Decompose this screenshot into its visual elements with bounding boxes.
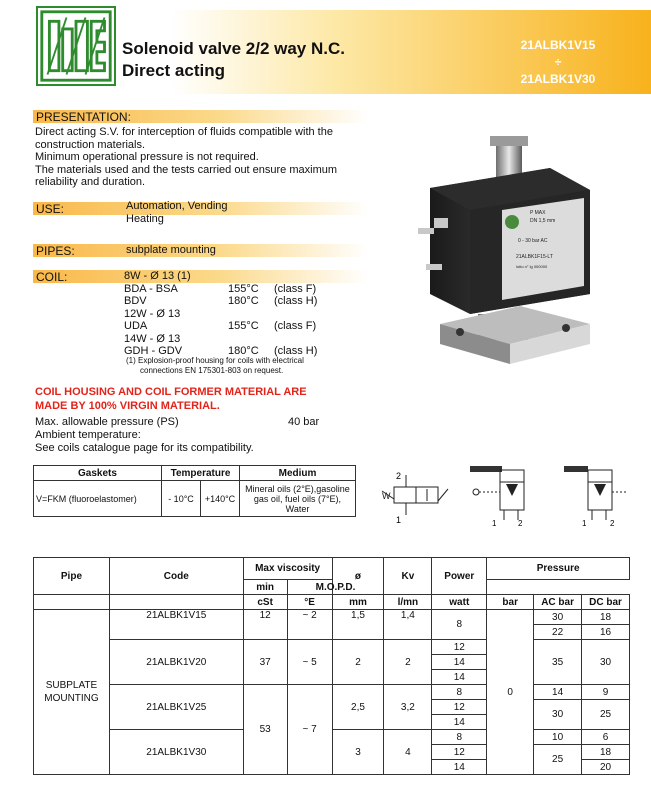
coil-row: [124, 308, 317, 321]
code-cell: 21ALBK1V25: [109, 685, 243, 730]
table-row: [34, 730, 630, 745]
dc-cell: 18: [582, 745, 630, 760]
symbol-port-label: 2: [518, 519, 523, 528]
kv-cell: 1,4: [384, 610, 432, 640]
power-cell: 14: [432, 715, 487, 730]
temperature-header: Temperature: [162, 466, 240, 481]
photo-label-text: 21ALBK1F15-LT: [516, 254, 553, 260]
pressure-header: Pressure: [487, 558, 630, 580]
coil-cell: BDV: [124, 295, 147, 307]
lmn-unit: l/mn: [384, 595, 432, 610]
dc-cell: 30: [582, 640, 630, 685]
dc-cell: 20: [582, 760, 630, 775]
e-cell: ~ 5: [287, 640, 332, 685]
min-header: min: [243, 580, 287, 595]
watt-unit: watt: [432, 595, 487, 610]
kv-header: Kv: [384, 558, 432, 595]
ac-cell: 35: [534, 640, 582, 685]
e-cell: ~ 7: [287, 685, 332, 775]
power-cell: 8: [432, 730, 487, 745]
medium-header: Medium: [240, 466, 356, 481]
presentation-heading: PRESENTATION:: [36, 110, 131, 124]
empty-cell: [109, 595, 243, 610]
coil-cell: 12W - Ø 13: [124, 307, 181, 320]
coil-cell: [274, 308, 317, 321]
coil-cell: (class F): [274, 320, 317, 332]
units-row: [34, 595, 630, 610]
gaskets-header: Gaskets: [34, 466, 162, 481]
presentation-line: reliability and duration.: [35, 176, 146, 188]
coil-cell: UDA: [124, 320, 148, 332]
pipes-heading: PIPES:: [36, 244, 75, 258]
dia-cell: 3: [332, 730, 384, 775]
dc-cell: 16: [582, 625, 630, 640]
table-row: [34, 640, 630, 655]
use-line-2: Heating: [126, 212, 164, 225]
max-pressure-label: Max. allowable pressure (PS): [35, 416, 179, 428]
pipe-header: Pipe: [34, 558, 110, 595]
symbol-port-label: 1: [492, 519, 497, 528]
label-logo-icon: [505, 215, 519, 229]
dc-cell: 18: [582, 610, 630, 625]
coil-cell: BDA - BSA: [124, 282, 178, 295]
presentation-line: construction materials.: [35, 138, 146, 151]
temp-min-cell: - 10°C: [162, 481, 201, 517]
code-separator: ÷: [554, 55, 562, 69]
power-cell: 12: [432, 700, 487, 715]
symbol-port-label: 1: [396, 515, 402, 525]
ac-cell: 22: [534, 625, 582, 640]
coil-cell: (class F): [274, 282, 317, 295]
medium-cell: Mineral oils (2°E),gasoline gas oil, fuel oils (7°E), Water: [240, 481, 356, 517]
code-to: 21ALBK1V30: [520, 72, 596, 86]
coil-cell: [274, 333, 317, 346]
presentation-line: Minimum operational pressure is not required.: [35, 151, 259, 163]
kv-cell: 2: [384, 640, 432, 685]
gaskets-table: [33, 465, 356, 517]
coil-cell: 8W - Ø 13 (1): [124, 270, 191, 282]
power-header: Power: [432, 558, 487, 595]
code-cell: 21ALBK1V30: [109, 730, 243, 775]
coil-row: [124, 295, 317, 308]
photo-label-text: DN 1,5 mm: [530, 218, 556, 224]
use-text: [126, 200, 228, 225]
presentation-text: [35, 126, 337, 189]
temp-max-cell: +140°C: [201, 481, 240, 517]
code-cell: 21ALBK1V20: [109, 640, 243, 685]
header-row: [34, 558, 630, 580]
pipe-line-2: MOUNTING: [44, 693, 99, 704]
dc-cell: 6: [582, 730, 630, 745]
photo-label-text: 0 - 30 bar AC: [518, 238, 548, 244]
presentation-line: The materials used and the tests carried out ensure maximum: [35, 163, 338, 176]
presentation-line: Direct acting S.V. for interception of fluids compatible with the: [35, 126, 333, 138]
bar-unit: bar: [487, 595, 534, 610]
dc-cell: 25: [582, 700, 630, 730]
coil-cell: 155°C: [228, 320, 259, 332]
mm-unit: mm: [332, 595, 384, 610]
dc-unit: DC bar: [582, 595, 630, 610]
product-photo: [400, 118, 630, 380]
cst-cell: 53: [243, 685, 287, 775]
ambient-temperature-label: Ambient temperature:: [35, 429, 141, 441]
pipe-cell: [34, 610, 110, 775]
viscosity-header: Max viscosity: [243, 558, 332, 580]
symbol-port-label: 1: [582, 519, 587, 528]
valve-section-open-icon: [560, 462, 630, 528]
title-line-1: Solenoid valve 2/2 way N.C.: [122, 39, 345, 58]
photo-label-text: P MAX: [530, 210, 546, 216]
mopd-header: M.O.P.D.: [287, 580, 384, 595]
power-cell: 14: [432, 760, 487, 775]
gasket-cell: V=FKM (fluoroelastomer): [34, 481, 162, 517]
min-cell: 0: [487, 610, 534, 775]
max-pressure-value: 40 bar: [288, 416, 320, 428]
pipes-value: subplate mounting: [126, 244, 216, 256]
symbol-port-label: 2: [396, 471, 402, 481]
coil-note-2: connections EN 175301-803 on request.: [140, 366, 284, 375]
cst-unit: cSt: [243, 595, 287, 610]
diameter-header: ø: [332, 558, 384, 595]
material-note-line-2: MADE BY 100% VIRGIN MATERIAL.: [35, 400, 220, 412]
ac-cell: 30: [534, 700, 582, 730]
coil-table: [124, 270, 317, 358]
power-cell: 14: [432, 655, 487, 670]
coil-row: [124, 333, 317, 346]
title-line-2: Direct acting: [122, 61, 225, 80]
svg-text:W: W: [382, 491, 391, 501]
code-header: Code: [109, 558, 243, 595]
use-line-1: Automation, Vending: [126, 200, 228, 212]
coil-cell: [228, 333, 274, 346]
coil-row: [124, 283, 317, 296]
dia-cell: 2,5: [332, 685, 384, 730]
coil-heading: COIL:: [36, 270, 68, 284]
coil-cell: 155°C: [228, 282, 259, 295]
power-cell: 8: [432, 610, 487, 640]
valve-section-closed-icon: [462, 462, 532, 528]
ac-unit: AC bar: [534, 595, 582, 610]
power-cell: 12: [432, 640, 487, 655]
coil-cell: [274, 270, 317, 283]
model-codes: [478, 37, 638, 88]
coil-cell: (class H): [274, 295, 318, 307]
code-cell: 21ALBK1V15: [109, 610, 243, 640]
e-cell: ~ 2: [287, 610, 332, 640]
ac-cell: 30: [534, 610, 582, 625]
ambient-temperature-note: See coils catalogue page for its compatibility.: [35, 442, 254, 454]
e-unit: °E: [287, 595, 332, 610]
symbol-port-label: 2: [610, 519, 615, 528]
pipe-line-1: SUBPLATE: [45, 680, 98, 691]
table-row: [34, 610, 630, 625]
coil-cell: [228, 308, 274, 321]
cst-cell: 37: [243, 640, 287, 685]
power-cell: 12: [432, 745, 487, 760]
empty-cell: [34, 595, 110, 610]
dia-cell: 1,5: [332, 610, 384, 640]
power-cell: 8: [432, 685, 487, 700]
coil-note-1: (1) Explosion-proof housing for coils with electrical: [126, 356, 304, 365]
specifications-table: [33, 557, 630, 775]
gaskets-row: [34, 481, 356, 517]
coil-row: [124, 320, 317, 333]
coil-footnote: [126, 356, 304, 376]
dia-cell: 2: [332, 640, 384, 685]
gaskets-header-row: [34, 466, 356, 481]
coil-cell: 14W - Ø 13: [124, 332, 181, 345]
table-row: [34, 685, 630, 700]
brand-logo: [36, 6, 116, 86]
power-cell: 14: [432, 670, 487, 685]
coil-cell: GDH - GDV: [124, 345, 183, 357]
ac-cell: 14: [534, 685, 582, 700]
coil-cell: (class H): [274, 345, 318, 357]
logo-mark-icon: [38, 8, 114, 84]
valve-symbol-de-energized-icon: [380, 465, 450, 525]
material-note-line-1: COIL HOUSING AND COIL FORMER MATERIAL ARE: [35, 386, 307, 398]
dc-cell: 9: [582, 685, 630, 700]
code-from: 21ALBK1V15: [520, 38, 596, 52]
coil-cell: 180°C: [228, 295, 259, 307]
photo-label-text: lotto n° lg 000000: [516, 264, 548, 269]
page-title: [122, 38, 345, 82]
use-heading: USE:: [36, 202, 65, 216]
kv-cell: 3,2: [384, 685, 432, 730]
solenoid-valve-image: [400, 118, 630, 380]
kv-cell: 4: [384, 730, 432, 775]
coil-row: [124, 270, 317, 283]
ac-cell: 25: [534, 745, 582, 775]
material-note: [35, 385, 307, 413]
cst-cell: 12: [243, 610, 287, 640]
coil-cell: 180°C: [228, 345, 259, 357]
ac-cell: 10: [534, 730, 582, 745]
coil-cell: [228, 270, 274, 283]
